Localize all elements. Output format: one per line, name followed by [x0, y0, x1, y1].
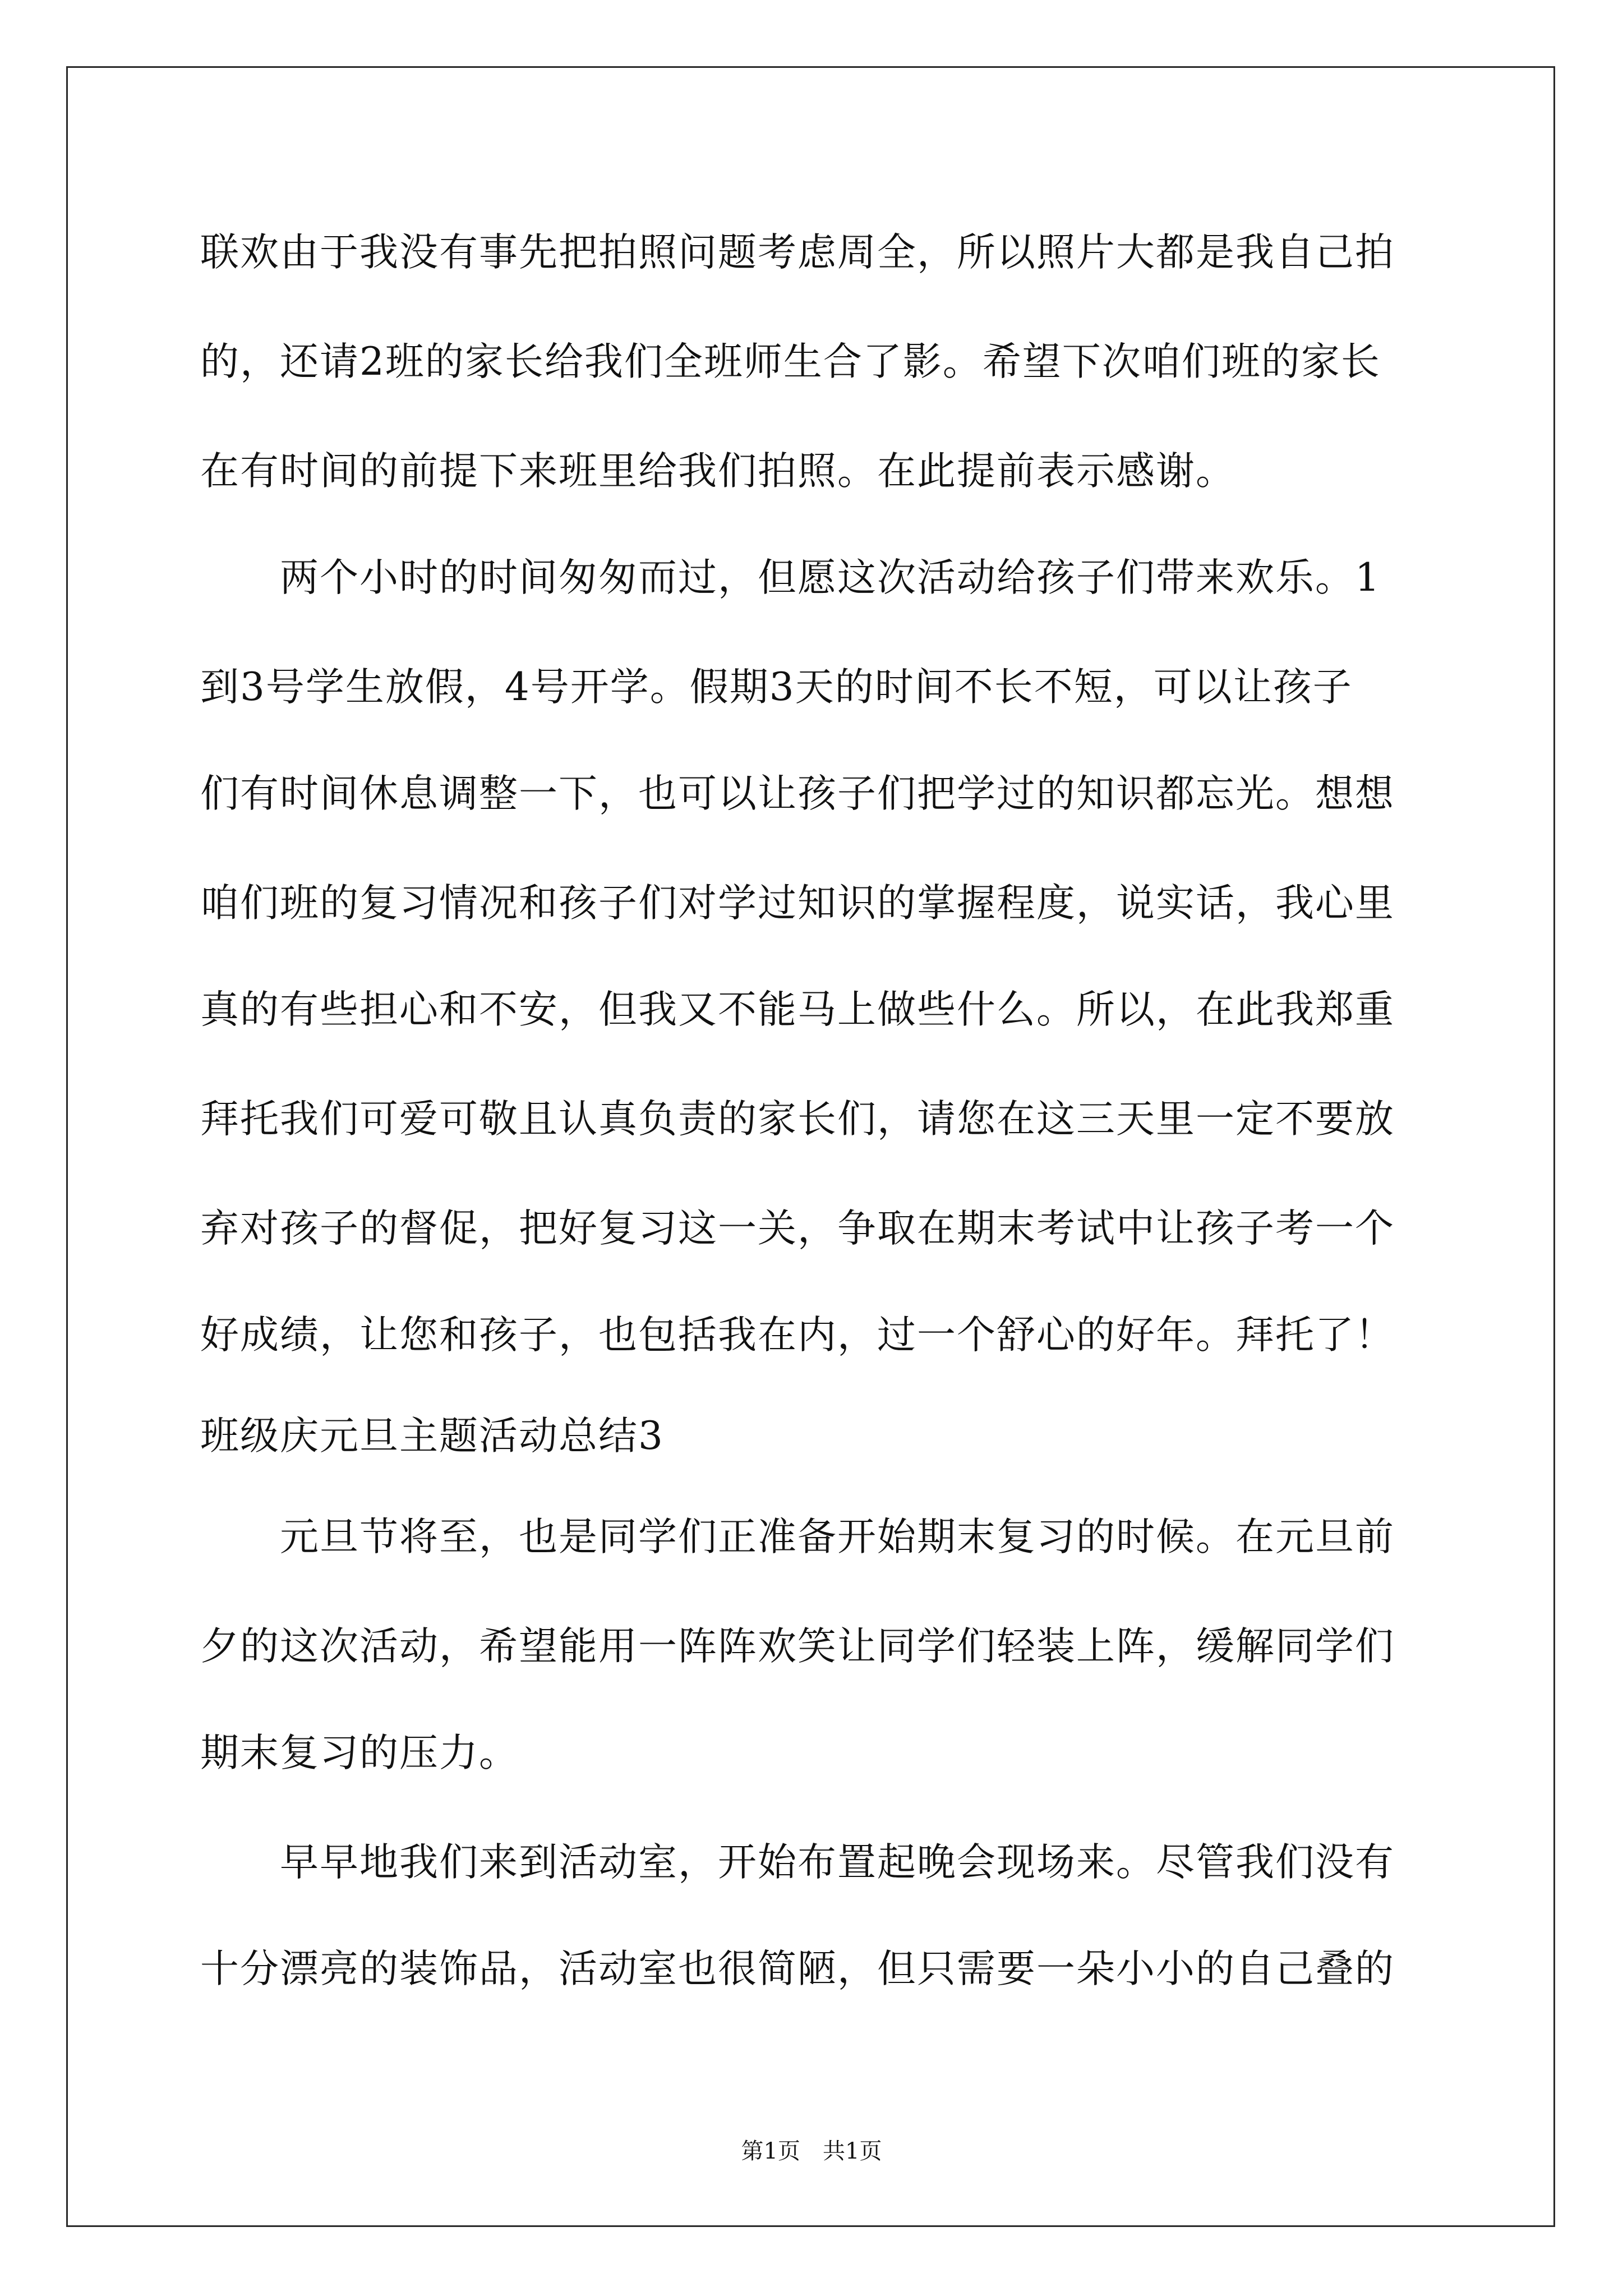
- text-line: 弃对孩子的督促，把好复习这一关，争取在期末考试中让孩子考一个: [200, 1206, 1395, 1251]
- text-line: 到3号学生放假，4号开学。假期3天的时间不长不短，可以让孩子: [200, 665, 1353, 710]
- text-line: 的，还请2班的家长给我们全班师生合了影。希望下次咱们班的家长: [200, 339, 1381, 384]
- text-line: 联欢由于我没有事先把拍照问题考虑周全，所以照片大都是我自己拍: [200, 230, 1395, 275]
- text-line: 在有时间的前提下来班里给我们拍照。在此提前表示感谢。: [200, 449, 1235, 494]
- page-footer: 第1页 共1页: [741, 2138, 882, 2164]
- section-heading: 班级庆元旦主题活动总结3: [200, 1414, 664, 1458]
- text-line: 拜托我们可爱可敬且认真负责的家长们，请您在这三天里一定不要放: [200, 1097, 1395, 1142]
- text-line: 期末复习的压力。: [200, 1731, 519, 1775]
- page-border: [66, 66, 1555, 2227]
- text-line: 咱们班的复习情况和孩子们对学过知识的掌握程度，说实话，我心里: [200, 881, 1395, 926]
- text-line: 十分漂亮的装饰品，活动室也很简陋，但只需要一朵小小的自己叠的: [200, 1947, 1395, 1991]
- text-line: 真的有些担心和不安，但我又不能马上做些什么。所以，在此我郑重: [200, 987, 1395, 1032]
- text-line: 夕的这次活动，希望能用一阵阵欢笑让同学们轻装上阵，缓解同学们: [200, 1624, 1395, 1669]
- text-line: 好成绩，让您和孩子，也包括我在内，过一个舒心的好年。拜托了！: [200, 1313, 1395, 1358]
- text-line: 元旦节将至，也是同学们正准备开始期末复习的时候。在元旦前: [200, 1515, 1395, 1559]
- text-line: 早早地我们来到活动室，开始布置起晚会现场来。尽管我们没有: [200, 1840, 1395, 1885]
- text-line: 们有时间休息调整一下，也可以让孩子们把学过的知识都忘光。想想: [200, 771, 1395, 816]
- text-line: 两个小时的时间匆匆而过，但愿这次活动给孩子们带来欢乐。1: [200, 555, 1381, 600]
